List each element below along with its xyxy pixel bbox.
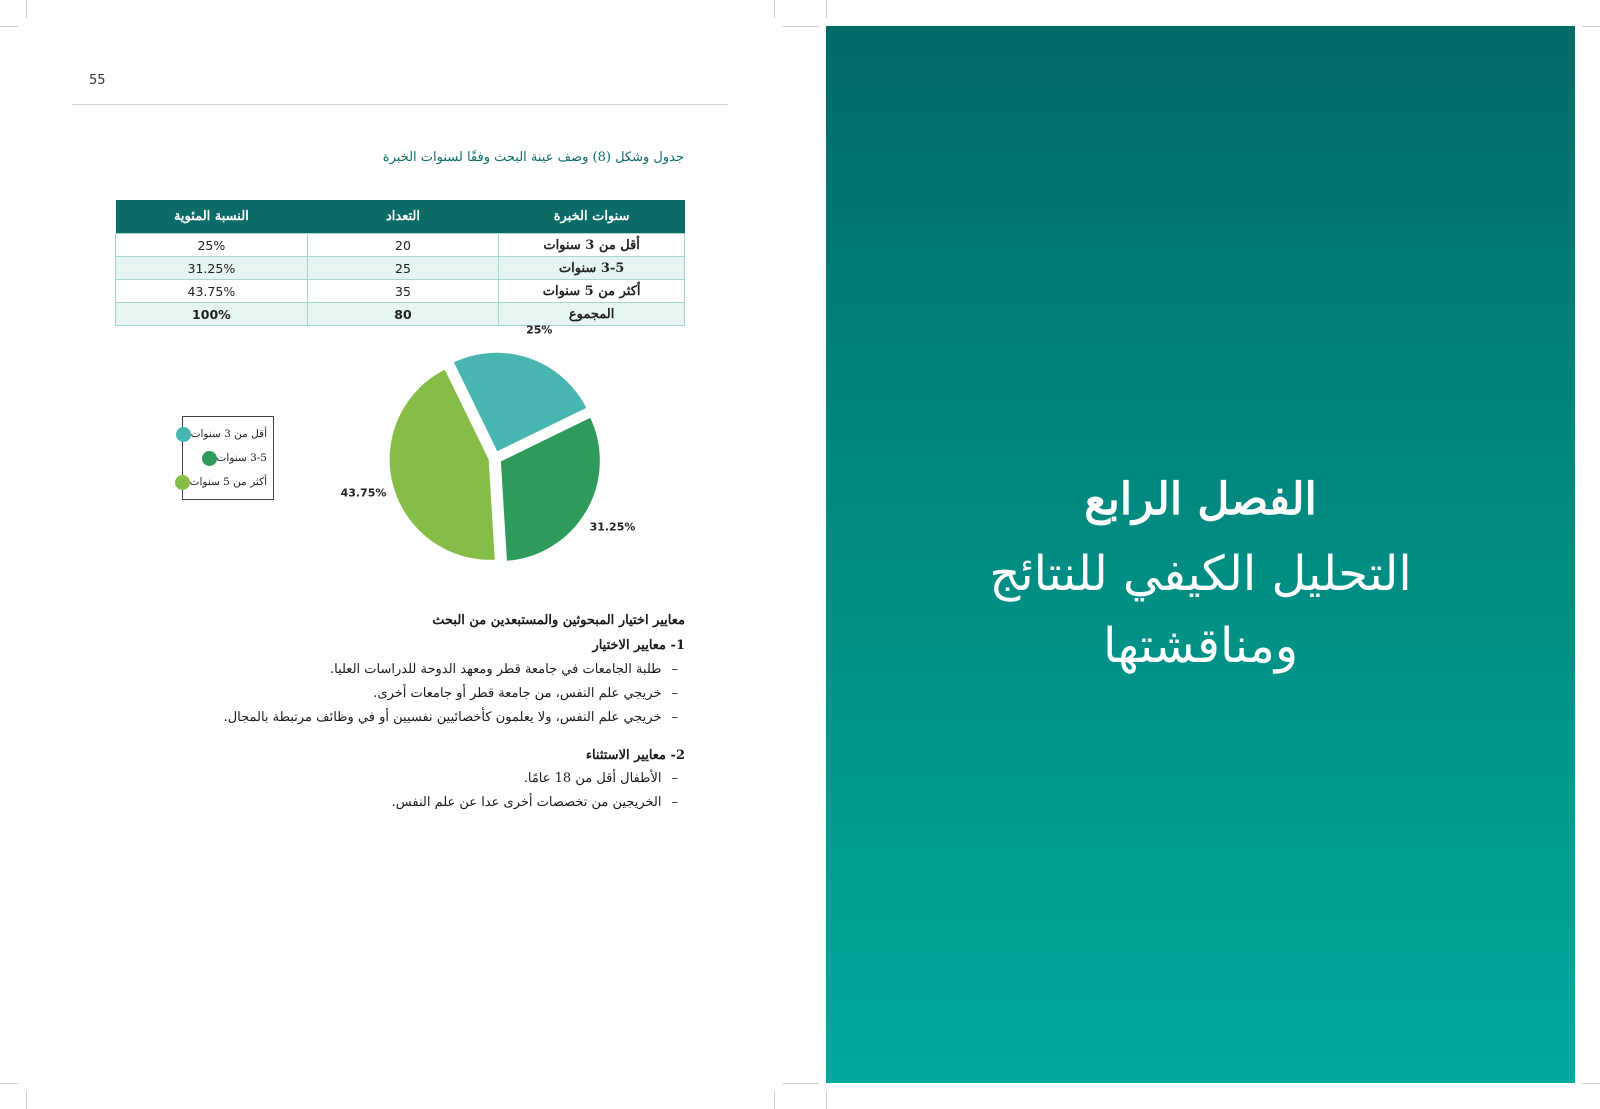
- header-count: التعداد: [307, 200, 499, 234]
- exclusion-item: – الخريجين من تخصصات أخرى عدا عن علم النفس.: [392, 795, 678, 810]
- table-cell-percentage: 100%: [116, 303, 308, 326]
- pie-slice-label: 43.75%: [340, 486, 387, 500]
- table-cell-count: 25: [307, 257, 499, 280]
- crop-mark: [826, 0, 827, 18]
- header-percentage: النسبة المئوية: [116, 200, 308, 234]
- legend-item: [191, 473, 267, 491]
- table-cell-category: المجموع: [499, 303, 685, 326]
- table-cell-percentage: 31.25%: [116, 257, 308, 280]
- crop-mark: [1582, 26, 1600, 27]
- legend-label: 3-5 سنوات: [216, 452, 267, 464]
- table-cell-category: أقل من 3 سنوات: [499, 234, 685, 257]
- inclusion-item: – طلبة الجامعات في جامعة قطر ومعهد الدوحة للدراسات العليا.: [330, 662, 678, 677]
- table-cell-count: 35: [307, 280, 499, 303]
- exclusion-item: – الأطفال أقل من 18 عامًا.: [524, 771, 678, 786]
- table-cell-percentage: 25%: [116, 234, 308, 257]
- pie-slice-label: 31.25%: [589, 520, 636, 534]
- pie-chart: [0, 0, 800, 600]
- header-experience-years: سنوات الخبرة: [499, 200, 685, 234]
- crop-mark: [826, 1091, 827, 1109]
- legend-label: أقل من 3 سنوات: [190, 428, 267, 440]
- table-cell-category: أكثر من 5 سنوات: [499, 280, 685, 303]
- chart-legend: [182, 416, 274, 500]
- table-cell-percentage: 43.75%: [116, 280, 308, 303]
- legend-swatch: [202, 451, 217, 466]
- inclusion-item: – خريجي علم النفس، من جامعة قطر أو جامعات أخرى.: [373, 686, 678, 701]
- exclusion-title: 2- معايير الاستثناء: [585, 748, 685, 763]
- criteria-heading: معايير اختيار المبحوثين والمستبعدين من البحث: [432, 613, 685, 628]
- inclusion-title: 1- معايير الاختيار: [592, 638, 685, 653]
- legend-swatch: [176, 427, 191, 442]
- table-cell-count: 20: [307, 234, 499, 257]
- crop-mark: [1582, 1083, 1600, 1084]
- legend-swatch: [175, 475, 190, 490]
- table-caption: جدول وشكل (8) وصف عينة البحث وفقًا لسنوات الخبرة: [382, 150, 684, 165]
- legend-item: [191, 425, 267, 443]
- chapter-title-line-2: ومناقشتها: [1103, 618, 1298, 674]
- chapter-label: الفصل الرابع: [1084, 474, 1317, 525]
- page-number: 55: [89, 73, 106, 88]
- inclusion-item: – خريجي علم النفس، ولا يعلمون كأخصائيين نفسيين أو في وظائف مرتبطة بالمجال.: [224, 710, 678, 725]
- legend-label: أكثر من 5 سنوات: [189, 476, 267, 488]
- chapter-cover-page: [826, 26, 1575, 1083]
- pie-slice-label: 25%: [526, 323, 553, 337]
- table-cell-category: 3-5 سنوات: [499, 257, 685, 280]
- chapter-title-line-1: التحليل الكيفي للنتائج: [989, 546, 1412, 602]
- table-cell-count: 80: [307, 303, 499, 326]
- legend-item: [191, 449, 267, 467]
